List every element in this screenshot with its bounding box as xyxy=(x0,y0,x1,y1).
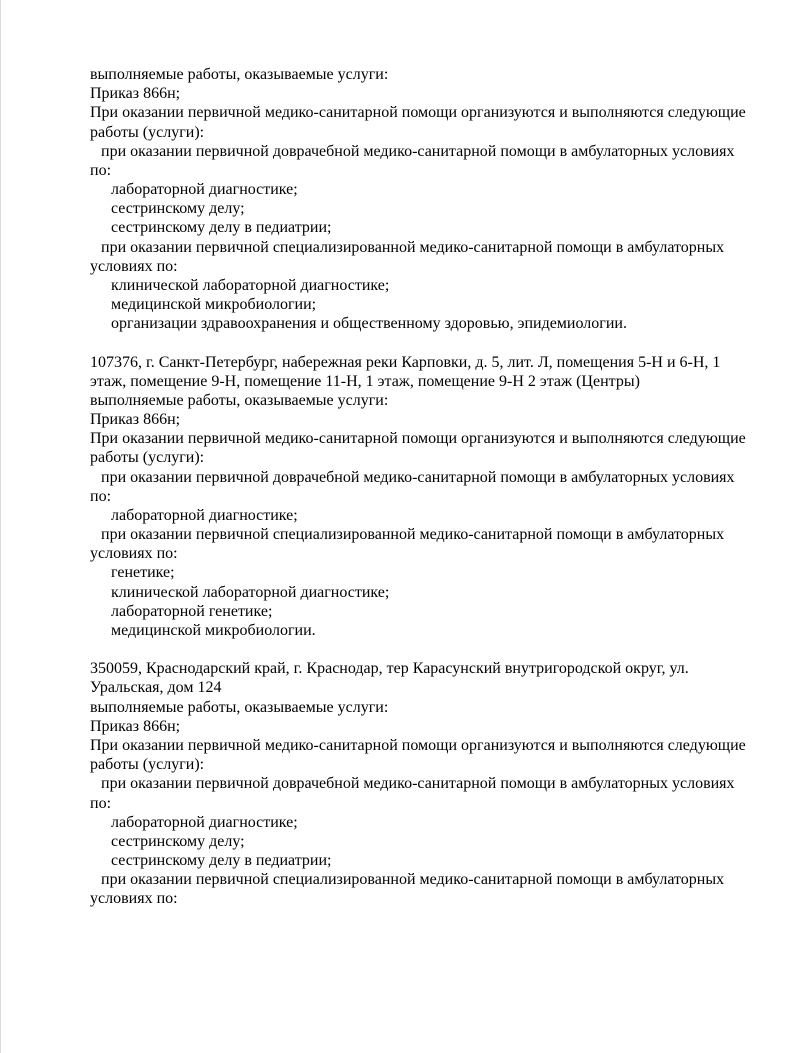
text-line: При оказании первичной медико-санитарной помощи организуются и выполняются следующие xyxy=(90,430,746,448)
text-line: клинической лабораторной диагностике; xyxy=(111,276,390,294)
services-block-1 xyxy=(90,65,746,333)
text-line: лабораторной генетике; xyxy=(111,602,273,620)
text-line: работы (услуги): xyxy=(90,756,205,774)
text-line: При оказании первичной медико-санитарной помощи организуются и выполняются следующие xyxy=(90,104,746,122)
text-line: этаж, помещение 9-Н, помещение 11-Н, 1 этаж, помещение 9-Н 2 этаж (Центры) xyxy=(90,372,640,390)
text-line: медицинской микробиологии. xyxy=(111,621,316,639)
text-line: сестринскому делу в педиатрии; xyxy=(111,219,332,237)
text-line: сестринскому делу в педиатрии; xyxy=(111,852,332,870)
text-line: генетике; xyxy=(111,564,175,582)
text-line: 107376, г. Санкт-Петербург, набережная реки Карповки, д. 5, лит. Л, помещения 5-Н и 6-Н, 1 xyxy=(90,353,721,371)
text-line: при оказании первичной специализированной медико-санитарной помощи в амбулаторных xyxy=(101,871,725,889)
text-line: по: xyxy=(90,794,112,812)
text-line: лабораторной диагностике; xyxy=(111,813,298,831)
text-line: клинической лабораторной диагностике; xyxy=(111,583,390,601)
text-line: Приказ 866н; xyxy=(90,85,181,103)
text-line: 350059, Краснодарский край, г. Краснодар, тер Карасунский внутригородской округ, ул. xyxy=(90,660,689,678)
address-block-saint-petersburg xyxy=(90,353,746,641)
text-line: Приказ 866н; xyxy=(90,717,181,735)
text-line: по: xyxy=(90,487,112,505)
text-line: При оказании первичной медико-санитарной помощи организуются и выполняются следующие xyxy=(90,736,746,754)
address-block-krasnodar xyxy=(90,659,746,908)
text-line: при оказании первичной доврачебной медико-санитарной помощи в амбулаторных условиях xyxy=(101,775,735,793)
document-body xyxy=(1,0,746,909)
text-line: организации здравоохранения и общественному здоровью, эпидемиологии. xyxy=(111,315,627,333)
text-line: при оказании первичной доврачебной медико-санитарной помощи в амбулаторных условиях xyxy=(101,468,735,486)
text-line: медицинской микробиологии; xyxy=(111,296,317,314)
text-line: по: xyxy=(90,161,112,179)
text-line: условиях по: xyxy=(90,545,178,563)
text-line: при оказании первичной доврачебной медико-санитарной помощи в амбулаторных условиях xyxy=(101,142,735,160)
text-line: при оказании первичной специализированной медико-санитарной помощи в амбулаторных xyxy=(101,238,725,256)
text-line: выполняемые работы, оказываемые услуги: xyxy=(90,698,389,716)
text-line: при оказании первичной специализированной медико-санитарной помощи в амбулаторных xyxy=(101,526,725,544)
text-line: работы (услуги): xyxy=(90,123,205,141)
text-line: условиях по: xyxy=(90,890,178,908)
text-line: сестринскому делу; xyxy=(111,832,245,850)
text-line: лабораторной диагностике; xyxy=(111,506,298,524)
text-line: лабораторной диагностике; xyxy=(111,181,298,199)
text-line: Приказ 866н; xyxy=(90,411,181,429)
text-line: Уральская, дом 124 xyxy=(90,679,222,697)
text-line: выполняемые работы, оказываемые услуги: xyxy=(90,66,389,83)
text-line: сестринскому делу; xyxy=(111,200,245,218)
text-line: выполняемые работы, оказываемые услуги: xyxy=(90,391,389,409)
text-line: работы (услуги): xyxy=(90,449,205,467)
text-line: условиях по: xyxy=(90,257,178,275)
